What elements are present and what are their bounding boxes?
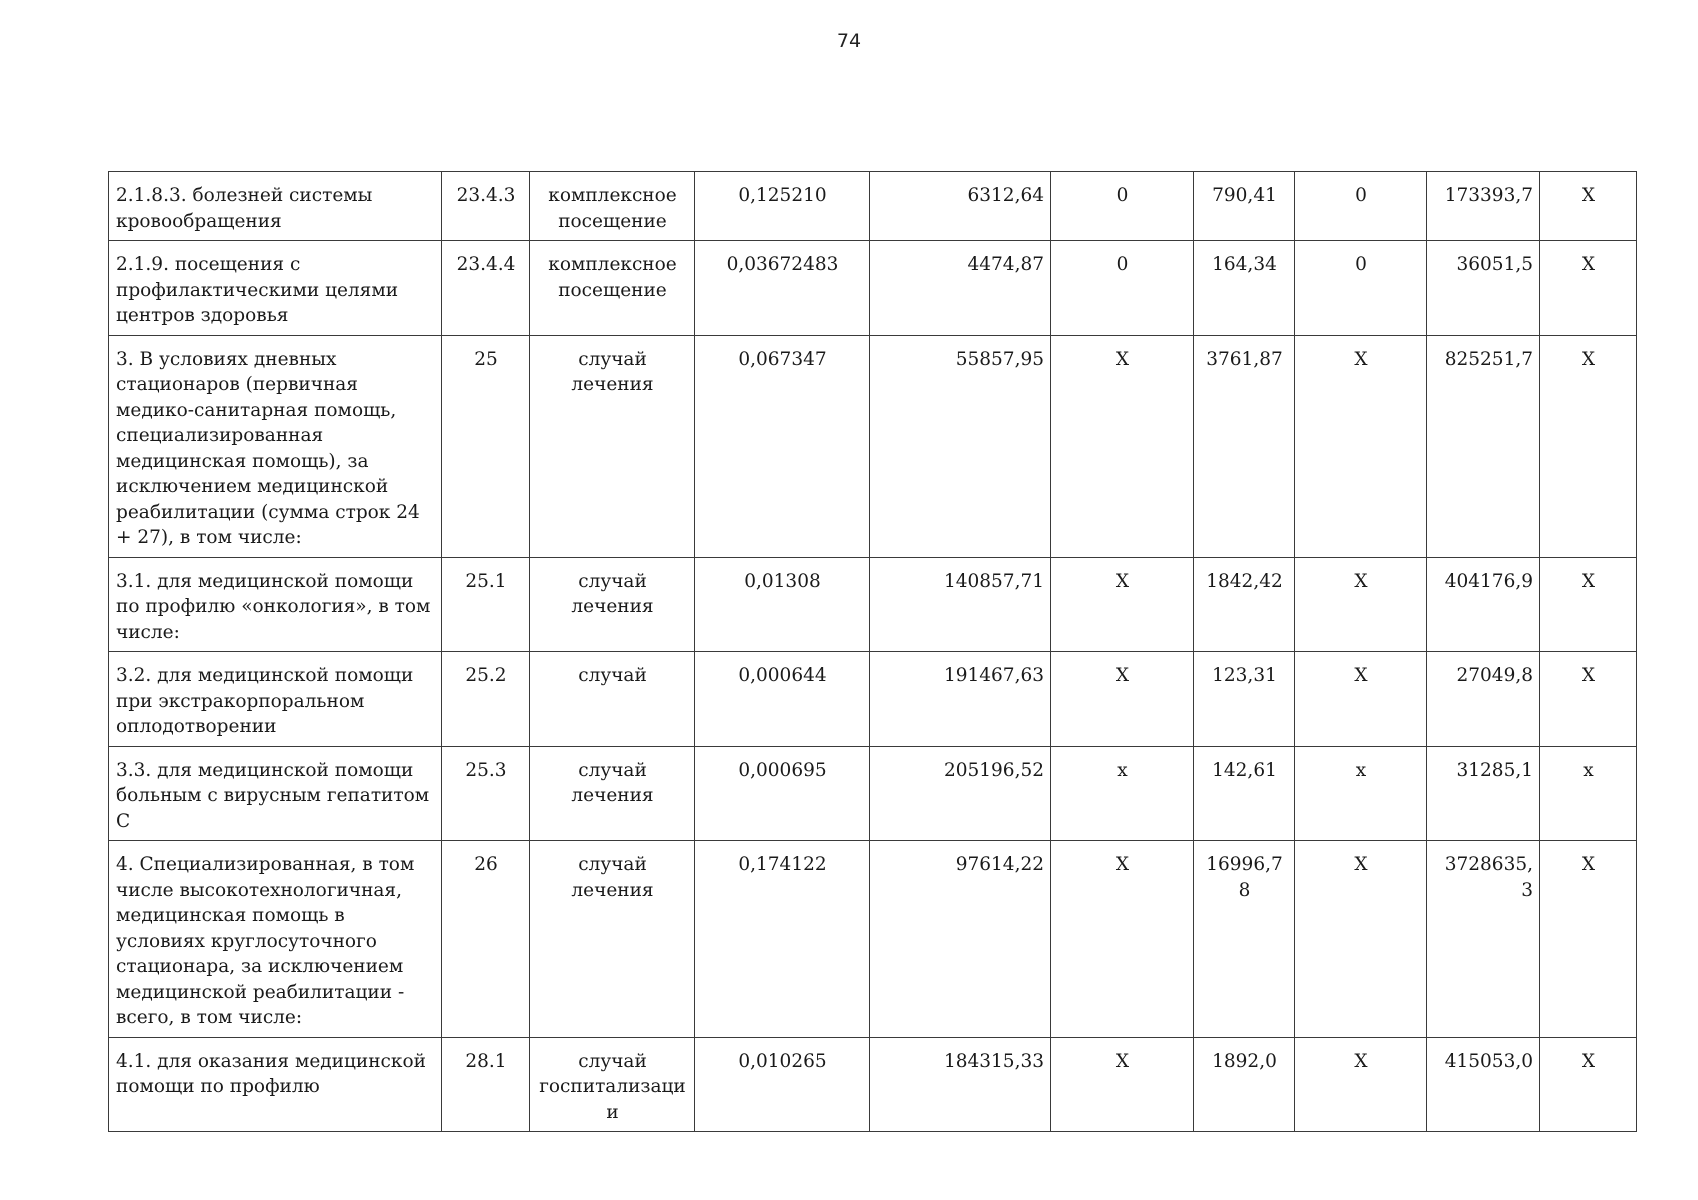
budget-per-capita-cell: 0 <box>1051 172 1194 241</box>
line-number-cell: 23.4.3 <box>442 172 530 241</box>
budget-per-capita-cell: X <box>1051 557 1194 652</box>
share-cell: х <box>1540 746 1637 841</box>
row-name-cell: 4.1. для оказания медицинской помощи по профилю <box>109 1037 442 1132</box>
oms-total-cell: 36051,5 <box>1427 241 1540 336</box>
table-row <box>109 335 1637 557</box>
oms-total-cell: 404176,9 <box>1427 557 1540 652</box>
oms-total-cell: 825251,7 <box>1427 335 1540 557</box>
volume-norm-cell: 0,01308 <box>695 557 870 652</box>
unit-cell: случай <box>530 652 695 747</box>
budget-total-cell: х <box>1295 746 1427 841</box>
oms-total-cell: 415053,0 <box>1427 1037 1540 1132</box>
budget-per-capita-cell: X <box>1051 335 1194 557</box>
row-name-cell: 3. В условиях дневных стационаров (первичная медико-санитарная помощь, специализированная медицинская помощь), за исключением медицинской реабилитации (сумма строк 24 + 27), в том числе: <box>109 335 442 557</box>
oms-per-capita-cell: 123,31 <box>1194 652 1295 747</box>
volume-norm-cell: 0,067347 <box>695 335 870 557</box>
share-cell: X <box>1540 241 1637 336</box>
volume-norm-cell: 0,174122 <box>695 841 870 1038</box>
table-row <box>109 841 1637 1038</box>
cost-norm-cell: 140857,71 <box>870 557 1051 652</box>
row-name-cell: 4. Специализированная, в том числе высокотехнологичная, медицинская помощь в условиях круглосуточного стационара, за исключением медицинской реабилитации - всего, в том числе: <box>109 841 442 1038</box>
oms-per-capita-cell: 142,61 <box>1194 746 1295 841</box>
share-cell: X <box>1540 172 1637 241</box>
cost-norm-cell: 4474,87 <box>870 241 1051 336</box>
oms-per-capita-cell: 790,41 <box>1194 172 1295 241</box>
volume-norm-cell: 0,000644 <box>695 652 870 747</box>
cost-norm-cell: 191467,63 <box>870 652 1051 747</box>
table-row <box>109 746 1637 841</box>
share-cell: X <box>1540 557 1637 652</box>
cost-norm-cell: 184315,33 <box>870 1037 1051 1132</box>
volume-norm-cell: 0,125210 <box>695 172 870 241</box>
oms-total-cell: 173393,7 <box>1427 172 1540 241</box>
oms-per-capita-cell: 3761,87 <box>1194 335 1295 557</box>
budget-total-cell: X <box>1295 557 1427 652</box>
oms-per-capita-cell: 1842,42 <box>1194 557 1295 652</box>
unit-cell: случай госпитализации <box>530 1037 695 1132</box>
table-row <box>109 1037 1637 1132</box>
line-number-cell: 28.1 <box>442 1037 530 1132</box>
share-cell: X <box>1540 335 1637 557</box>
unit-cell: случай лечения <box>530 746 695 841</box>
table-row <box>109 652 1637 747</box>
row-name-cell: 3.2. для медицинской помощи при экстракорпоральном оплодотворении <box>109 652 442 747</box>
budget-per-capita-cell: X <box>1051 1037 1194 1132</box>
oms-per-capita-cell: 16996,78 <box>1194 841 1295 1038</box>
unit-cell: комплексное посещение <box>530 172 695 241</box>
table-row <box>109 241 1637 336</box>
oms-total-cell: 27049,8 <box>1427 652 1540 747</box>
line-number-cell: 25.1 <box>442 557 530 652</box>
volume-norm-cell: 0,03672483 <box>695 241 870 336</box>
row-name-cell: 2.1.8.3. болезней системы кровообращения <box>109 172 442 241</box>
cost-norm-cell: 6312,64 <box>870 172 1051 241</box>
cost-norm-cell: 97614,22 <box>870 841 1051 1038</box>
cost-norm-cell: 205196,52 <box>870 746 1051 841</box>
volume-norm-cell: 0,000695 <box>695 746 870 841</box>
table-row <box>109 557 1637 652</box>
budget-per-capita-cell: X <box>1051 652 1194 747</box>
budget-per-capita-cell: X <box>1051 841 1194 1038</box>
oms-per-capita-cell: 164,34 <box>1194 241 1295 336</box>
line-number-cell: 26 <box>442 841 530 1038</box>
unit-cell: случай лечения <box>530 841 695 1038</box>
line-number-cell: 25.3 <box>442 746 530 841</box>
unit-cell: случай лечения <box>530 335 695 557</box>
line-number-cell: 25.2 <box>442 652 530 747</box>
budget-total-cell: X <box>1295 1037 1427 1132</box>
budget-total-cell: 0 <box>1295 241 1427 336</box>
line-number-cell: 23.4.4 <box>442 241 530 336</box>
row-name-cell: 2.1.9. посещения с профилактическими целями центров здоровья <box>109 241 442 336</box>
budget-total-cell: X <box>1295 652 1427 747</box>
share-cell: X <box>1540 841 1637 1038</box>
budget-total-cell: X <box>1295 841 1427 1038</box>
row-name-cell: 3.1. для медицинской помощи по профилю «онкология», в том числе: <box>109 557 442 652</box>
budget-per-capita-cell: х <box>1051 746 1194 841</box>
data-table <box>108 171 1637 1132</box>
unit-cell: случай лечения <box>530 557 695 652</box>
line-number-cell: 25 <box>442 335 530 557</box>
table-body <box>109 172 1637 1132</box>
budget-per-capita-cell: 0 <box>1051 241 1194 336</box>
volume-norm-cell: 0,010265 <box>695 1037 870 1132</box>
share-cell: X <box>1540 652 1637 747</box>
unit-cell: комплексное посещение <box>530 241 695 336</box>
oms-total-cell: 3728635,3 <box>1427 841 1540 1038</box>
table-row <box>109 172 1637 241</box>
share-cell: X <box>1540 1037 1637 1132</box>
cost-norm-cell: 55857,95 <box>870 335 1051 557</box>
page-number: 74 <box>836 30 862 52</box>
budget-total-cell: X <box>1295 335 1427 557</box>
oms-total-cell: 31285,1 <box>1427 746 1540 841</box>
row-name-cell: 3.3. для медицинской помощи больным с вирусным гепатитом С <box>109 746 442 841</box>
budget-total-cell: 0 <box>1295 172 1427 241</box>
oms-per-capita-cell: 1892,0 <box>1194 1037 1295 1132</box>
